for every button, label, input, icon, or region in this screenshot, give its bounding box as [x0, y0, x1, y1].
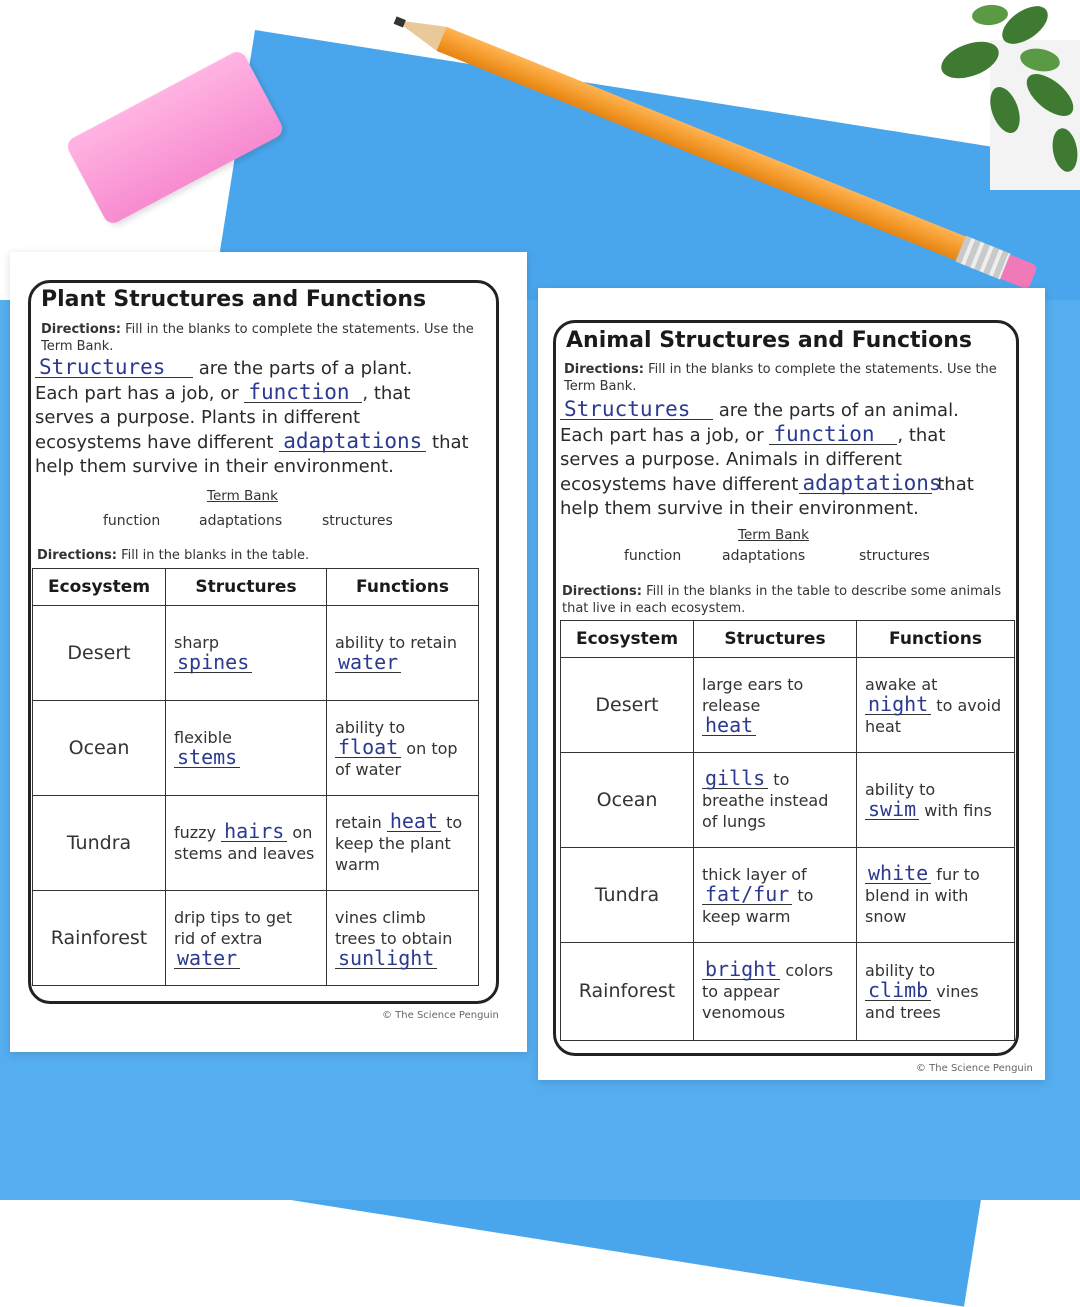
worksheet-title: Animal Structures and Functions — [566, 328, 972, 353]
table-header: Ecosystem — [561, 621, 694, 658]
handwritten-answer: water — [335, 653, 401, 673]
handwritten-answer: function — [244, 382, 362, 403]
handwritten-answer: swim — [865, 800, 919, 820]
worksheet-frame — [553, 320, 1019, 1056]
handwritten-answer: adaptations — [279, 431, 426, 452]
structures-table — [560, 620, 1015, 1041]
fill-in-paragraph: Structures are the parts of an animal. Each part has a job, or function , that serves a purpose. Animals in different ecosystems have different adaptations that help them survive in their environment. — [560, 397, 974, 519]
term-bank-title: Term Bank — [738, 527, 809, 543]
term-bank — [103, 513, 393, 529]
term-bank-word: function — [103, 513, 161, 529]
handwritten-answer: function — [769, 424, 897, 445]
fill-in-paragraph: Structures are the parts of a plant. Each part has a job, or function , that serves a purpose. Plants in different ecosystems have different adaptations that help them survive in their environment. — [35, 355, 469, 477]
table-header: Structures — [694, 621, 857, 658]
handwritten-answer: spines — [174, 653, 252, 673]
copyright-text: © The Science Penguin — [382, 1010, 499, 1021]
plant-worksheet — [10, 252, 527, 1052]
table-header: Structures — [166, 569, 327, 606]
table-row: Desert sharp spines ability to retain water — [33, 606, 479, 701]
worksheet-frame — [28, 280, 499, 1004]
table-row: Tundra fuzzy hairs on stems and leaves retain heat to keep the plant warm — [33, 796, 479, 891]
directions-text: Directions: Fill in the blanks to complete the statements. Use the Term Bank. — [41, 322, 474, 354]
directions-text: Directions: Fill in the blanks in the table. — [37, 548, 310, 563]
plant-icon — [930, 0, 1080, 190]
handwritten-answer: Structures — [560, 399, 713, 420]
worksheet-title: Plant Structures and Functions — [41, 287, 427, 312]
table-header: Ecosystem — [33, 569, 166, 606]
table-header: Functions — [857, 621, 1015, 658]
handwritten-answer: gills — [702, 769, 768, 789]
table-row: Desert large ears to release heat awake at night to avoid heat — [561, 658, 1015, 753]
table-header: Functions — [327, 569, 479, 606]
handwritten-answer: heat — [387, 812, 441, 832]
term-bank-word: adaptations — [199, 513, 283, 529]
table-row: Rainforest drip tips to get rid of extra water vines climb trees to obtain sunlight — [33, 891, 479, 986]
handwritten-answer: fat/fur — [702, 885, 792, 905]
handwritten-answer: stems — [174, 748, 240, 768]
handwritten-answer: Structures — [35, 357, 193, 378]
handwritten-answer: heat — [702, 716, 756, 736]
copyright-text: © The Science Penguin — [916, 1063, 1033, 1074]
term-bank — [624, 548, 930, 564]
handwritten-answer: bright — [702, 960, 780, 980]
handwritten-answer: night — [865, 695, 931, 715]
handwritten-answer: water — [174, 949, 240, 969]
handwritten-answer: float — [335, 738, 401, 758]
directions-text: Directions: Fill in the blanks in the table to describe some animals that live in each ecosystem. — [562, 584, 1002, 616]
handwritten-answer: sunlight — [335, 949, 437, 969]
table-row: Rainforest bright colors to appear venomous ability to climb vines and trees — [561, 943, 1015, 1041]
handwritten-answer: hairs — [221, 822, 287, 842]
handwritten-answer: adaptations — [799, 473, 932, 494]
handwritten-answer: climb — [865, 981, 931, 1001]
table-row: Ocean flexible stems ability to float on top of water — [33, 701, 479, 796]
directions-text: Directions: Fill in the blanks to complete the statements. Use the Term Bank. — [564, 362, 997, 394]
handwritten-answer: white — [865, 864, 931, 884]
table-row: Tundra thick layer of fat/fur to keep warm white fur to blend in with snow — [561, 848, 1015, 943]
term-bank-word: function — [624, 548, 682, 564]
term-bank-word: structures — [322, 513, 393, 529]
term-bank-title: Term Bank — [207, 488, 278, 504]
table-row: Ocean gills to breathe instead of lungs ability to swim with fins — [561, 753, 1015, 848]
animal-worksheet — [538, 288, 1045, 1080]
term-bank-word: adaptations — [722, 548, 806, 564]
structures-table — [32, 568, 479, 986]
term-bank-word: structures — [859, 548, 930, 564]
